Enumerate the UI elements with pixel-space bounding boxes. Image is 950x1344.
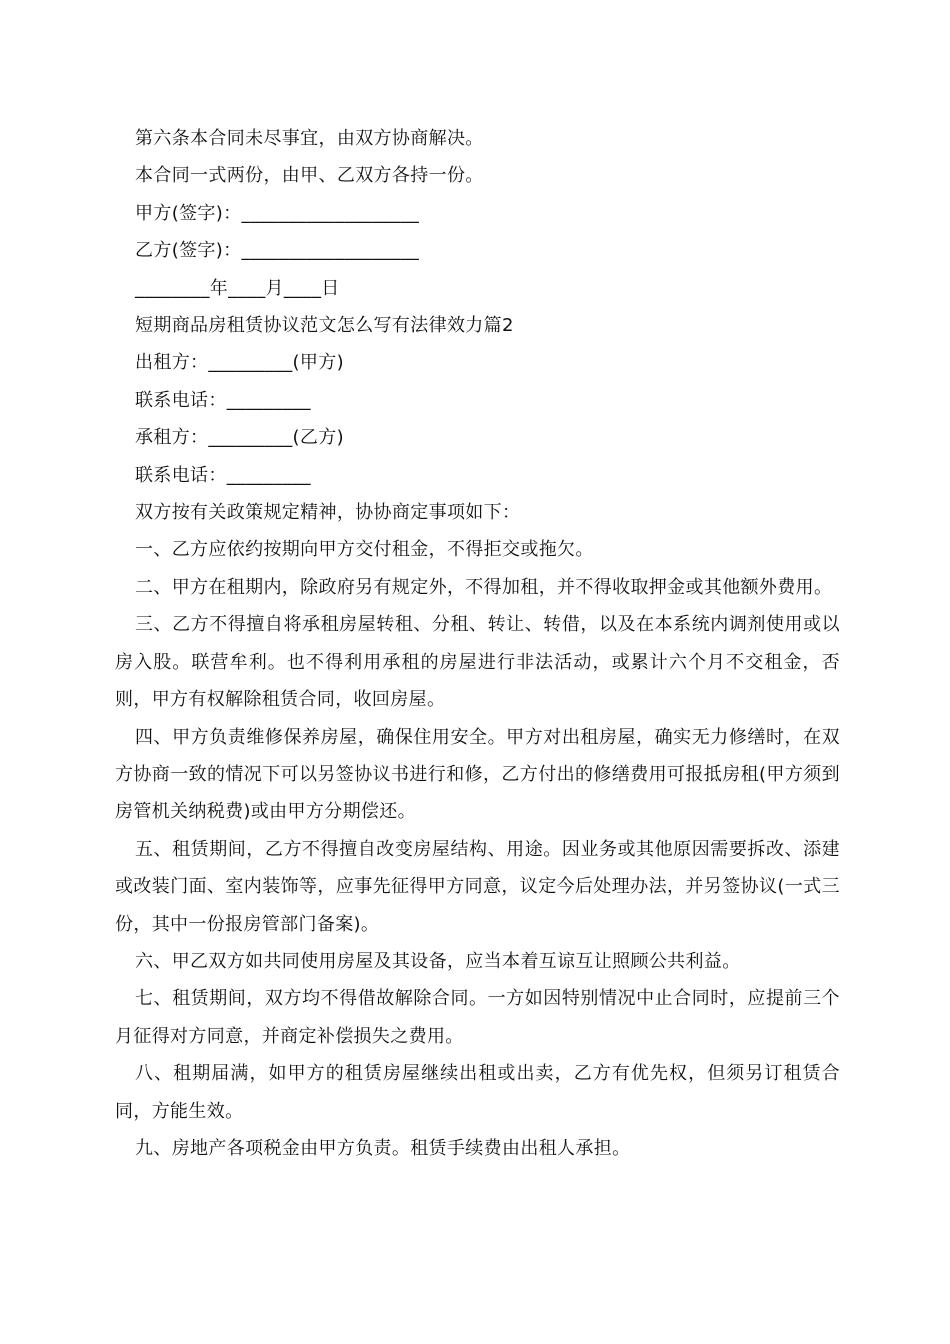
clause-3: 三、乙方不得擅自将承租房屋转租、分租、转让、转借，以及在本系统内调剂使用或以房入股。联营牟利。也不得利用承租的房屋进行非法活动，或累计六个月不交租金，否则，甲方有权解除租赁合同，收回房屋。 — [115, 614, 840, 711]
date-line: ________年____月____日 — [135, 277, 340, 299]
lessor-phone-line: 联系电话：_________ — [135, 389, 311, 411]
clause-7: 七、租赁期间，双方均不得借故解除合同。一方如因特别情况中止合同时，应提前三个月征得对方同意，并商定补偿损失之费用。 — [115, 988, 840, 1047]
clause-6: 六、甲乙双方如共同使用房屋及其设备，应当本着互谅互让照顾公共利益。 — [135, 950, 741, 972]
party-a-signature-line: 甲方(签字)：___________________ — [135, 202, 420, 224]
section-title: 短期商品房租赁协议范文怎么写有法律效力篇2 — [135, 315, 514, 337]
copies-line: 本合同一式两份，由甲、乙双方各持一份。 — [135, 165, 484, 187]
party-b-signature-line: 乙方(签字)：___________________ — [135, 240, 420, 262]
clause-4: 四、甲方负责维修保养房屋，确保住用安全。甲方对出租房屋，确实无力修缮时，在双方协商一致的情况下可以另签协议书进行和修，乙方付出的修缮费用可报抵房租(甲方须到房管机关纳税费)或由甲方分期偿还。 — [115, 726, 840, 823]
lessee-line: 承租方：_________(乙方) — [135, 427, 344, 449]
clause-1: 一、乙方应依约按期向甲方交付租金，不得拒交或拖欠。 — [135, 539, 594, 561]
clause-2: 二、甲方在租期内，除政府另有规定外，不得加租，并不得收取押金或其他额外费用。 — [135, 576, 833, 598]
intro-line: 双方按有关政策规定精神，协协商定事项如下： — [135, 502, 521, 524]
document-body — [115, 120, 840, 1167]
lessee-phone-line: 联系电话：_________ — [135, 464, 311, 486]
clause-9: 九、房地产各项税金由甲方负责。租赁手续费由出租人承担。 — [135, 1137, 631, 1159]
clause-8: 八、租期届满，如甲方的租赁房屋继续出租或出卖，乙方有优先权，但须另订租赁合同，方能生效。 — [115, 1063, 840, 1122]
article-6-line: 第六条本合同未尽事宜，由双方协商解决。 — [135, 128, 484, 149]
clause-5: 五、租赁期间，乙方不得擅自改变房屋结构、用途。因业务或其他原因需要拆改、添建或改装门面、室内装饰等，应事先征得甲方同意，议定今后处理办法，并另签协议(一式三份，其中一份报房管部门备案)。 — [115, 838, 840, 935]
lessor-line: 出租方：_________(甲方) — [135, 352, 344, 374]
